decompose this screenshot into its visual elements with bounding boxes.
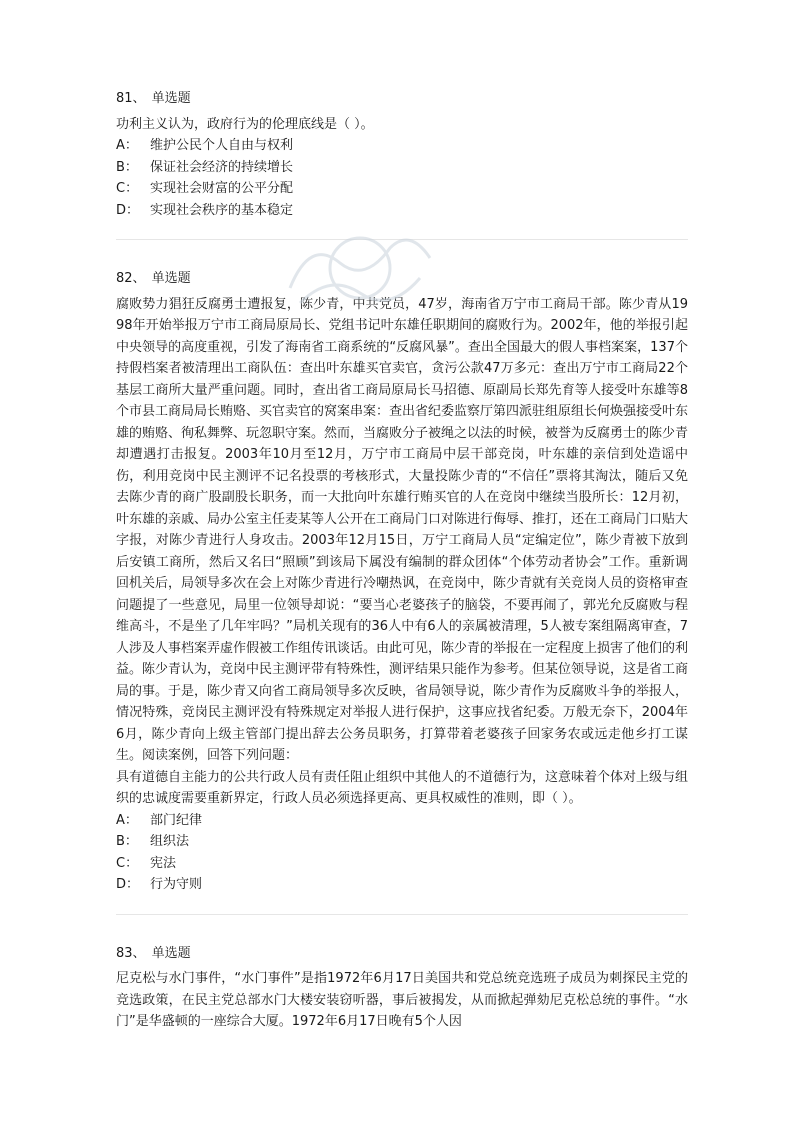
option-a[interactable] — [116, 135, 688, 157]
question-number: 83 — [116, 945, 133, 961]
option-letter: D： — [116, 877, 140, 892]
option-d[interactable] — [116, 874, 688, 896]
options-list — [116, 810, 688, 896]
case-text: 腐败势力猖狂反腐勇士遭报复，陈少青，中共党员，47岁，海南省万宁市工商局干部。陈少青从1998年开始举报万宁市工商局原局长、党组书记叶东雄任职期间的腐败行为。2002年，他的举报引起中央领导的高度重视，引发了海南省工商系统的“反腐风暴”。查出全国最大的假人事档案案，137个持假档案者被清理出工商队伍：查出叶东雄买官卖官，贪污公款47万多元：查出万宁市工商局22个基层工商所大量严重问题。同时，查出省工商局原局长马招德、原副局长郑先育等人接受叶东雄等8个市县工商局局长贿赂、买官卖官的窝案串案：查出省纪委监察厅第四派驻组原组长何焕强接受叶东雄的贿赂、徇私舞弊、玩忽职守案。然而，当腐败分子被绳之以法的时候，被誉为反腐勇士的陈少青却遭遇打击报复。2003年10月至12月，万宁市工商局中层干部竞岗，叶东雄的亲信到处造谣中伤，利用竞岗中民主测评不记名投票的考核形式，大量投陈少青的“不信任”票将其淘汰，随后又免去陈少青的商广股副股长职务，而一大批向叶东雄行贿买官的人在竞岗中继续当股所长：12月初，叶东雄的亲戚、局办公室主任麦某等人公开在工商局门口对陈进行侮辱、推打，还在工商局门口贴大字报，对陈少青进行人身攻击。2003年12月15日，万宁工商局人员“定编定位”，陈少青被下放到后安镇工商所，然后又名曰“照顾”到该局下属没有编制的群众团体“个体劳动者协会”工作。重新调回机关后，局领导多次在会上对陈少青进行冷嘲热讽，在竞岗中，陈少青就有关竞岗人员的资格审查问题提了一些意见，局里一位领导却说：“要当心老婆孩子的脑袋，不要再闹了，郭光允反腐败与程维高斗，不是坐了几年牢吗？”局机关现有的36人中有6人的亲属被清理，5人被专案组隔离审查，7人涉及人事档案弄虚作假被工作组传讯谈话。由此可见，陈少青的举报在一定程度上损害了他们的利益。陈少青认为，竞岗中民主测评带有特殊性，测评结果只能作为参考。但某位领导说，这是省工商局的事。于是，陈少青又向省工商局领导多次反映，省局领导说，陈少青作为反腐败斗争的举报人，情况特殊，竞岗民主测评没有特殊规定对举报人进行保护，这事应找省纪委。万般无奈下，2004年6月，陈少青向上级主管部门提出辞去公务员职务，打算带着老婆孩子回家务农或远走他乡打工谋生。阅读案例，回答下列问题： — [116, 296, 689, 763]
option-letter: C： — [116, 181, 139, 196]
question-83 — [116, 943, 688, 1033]
option-a[interactable] — [116, 810, 688, 832]
section-divider — [116, 239, 688, 240]
option-letter: A： — [116, 138, 138, 153]
option-letter: B： — [116, 834, 138, 849]
question-81 — [116, 88, 688, 221]
option-text: 维护公民个人自由与权利 — [150, 138, 294, 153]
section-divider — [116, 914, 688, 915]
question-header — [116, 88, 688, 110]
option-text: 实现社会秩序的基本稳定 — [150, 202, 294, 218]
option-c[interactable] — [116, 853, 688, 875]
options-list — [116, 135, 688, 221]
question-number: 82 — [116, 271, 133, 286]
option-c[interactable] — [116, 178, 688, 200]
question-stem: 具有道德自主能力的公共行政人员有责任阻止组织中其他人的不道德行为，这意味着个体对上级与组织的忠诚度需要重新界定，行政人员必须选择更高、更具权威性的准则，即（ ）。 — [116, 769, 689, 806]
question-separator: 、 — [132, 945, 146, 961]
question-header — [116, 268, 688, 290]
option-b[interactable] — [116, 831, 688, 853]
option-text: 实现社会财富的公平分配 — [150, 181, 294, 196]
option-text: 宪法 — [150, 855, 177, 871]
option-d[interactable] — [116, 200, 688, 222]
option-text: 行为守则 — [150, 877, 203, 892]
option-text: 保证社会经济的持续增长 — [150, 159, 294, 175]
option-b[interactable] — [116, 157, 688, 179]
question-separator: 、 — [132, 91, 146, 106]
question-header — [116, 943, 688, 965]
option-letter: C： — [116, 855, 139, 871]
option-letter: D： — [116, 202, 140, 218]
question-stem: 功利主义认为，政府行为的伦理底线是（ ）。 — [116, 116, 374, 132]
option-text: 组织法 — [150, 834, 190, 849]
question-type: 单选题 — [151, 945, 191, 961]
question-type: 单选题 — [151, 271, 191, 286]
case-text: 尼克松与水门事件，“水门事件”是指1972年6月17日美国共和党总统竞选班子成员为刺探民主党的竞选政策，在民主党总部水门大楼安装窃听器，事后被揭发，从而掀起弹劾尼克松总统的事件。“水门”是华盛顿的一座综合大厦。1972年6月17日晚有5个人因 — [116, 971, 688, 1029]
option-letter: A： — [116, 812, 138, 828]
question-separator: 、 — [132, 271, 146, 286]
question-82 — [116, 268, 688, 896]
option-letter: B： — [116, 159, 138, 175]
document-page — [116, 88, 688, 1033]
option-text: 部门纪律 — [150, 812, 203, 828]
question-number: 81 — [116, 91, 133, 106]
question-type: 单选题 — [151, 91, 191, 106]
